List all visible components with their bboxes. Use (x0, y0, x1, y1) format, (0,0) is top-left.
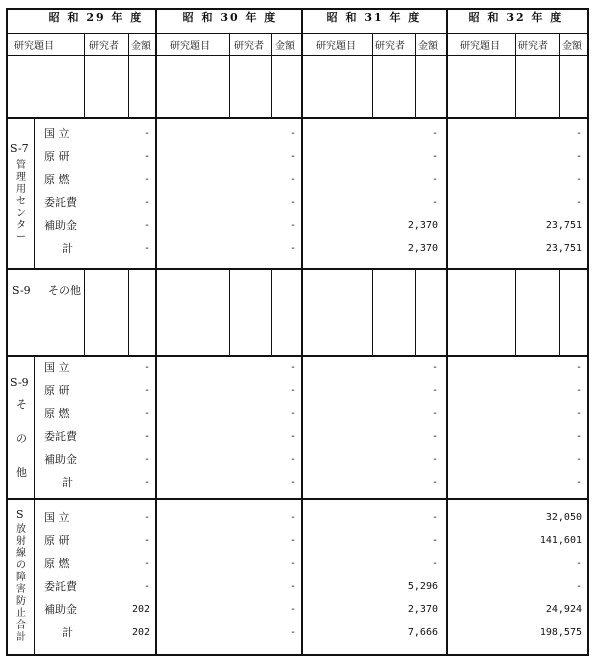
amount-cell-y31: - (431, 512, 438, 523)
amount-cell-y31: - (431, 362, 438, 373)
grid-line-v (515, 268, 516, 355)
grid-line-v (271, 268, 272, 355)
amount-cell-y29: - (143, 535, 150, 546)
col-title-29: 研究題目 (14, 41, 54, 52)
amount-cell-y30: - (289, 431, 296, 442)
col-amount-29: 金額 (131, 41, 151, 52)
amount-cell-y32: - (575, 128, 582, 139)
row-label: 計 (62, 242, 73, 255)
grid-line-h (6, 654, 587, 656)
amount-cell-y31: 2,370 (407, 604, 438, 615)
grid-line-v (301, 8, 303, 654)
amount-cell-y29: - (143, 385, 150, 396)
stotal-vertical-label: 放射線の障害防止合計 (16, 524, 26, 643)
amount-cell-y30: - (289, 627, 296, 638)
amount-cell-y32: - (575, 197, 582, 208)
grid-line-v (559, 33, 560, 117)
amount-cell-y32: 24,924 (545, 604, 582, 615)
row-label: 補助金 (44, 453, 77, 466)
amount-cell-y32: - (575, 174, 582, 185)
amount-cell-y32: - (575, 581, 582, 592)
grid-line-h (6, 33, 587, 34)
row-label: 国 立 (44, 511, 70, 524)
s7-code: S-7 (10, 142, 29, 155)
grid-line-h (6, 117, 587, 119)
amount-cell-y30: - (289, 174, 296, 185)
row-label: 補助金 (44, 219, 77, 232)
amount-cell-y31: - (431, 477, 438, 488)
amount-cell-y30: - (289, 454, 296, 465)
col-title-31: 研究題目 (316, 41, 356, 52)
grid-line-v (415, 268, 416, 355)
grid-line-v (34, 355, 35, 654)
grid-line-v (415, 33, 416, 117)
row-label: 計 (62, 626, 73, 639)
amount-cell-y30: - (289, 477, 296, 488)
amount-cell-y32: - (575, 362, 582, 373)
amount-cell-y31: 2,370 (407, 220, 438, 231)
grid-line-v (229, 33, 230, 117)
amount-cell-y32: 141,601 (539, 535, 582, 546)
grid-line-v (446, 8, 448, 654)
amount-cell-y32: - (575, 385, 582, 396)
amount-cell-y32: - (575, 431, 582, 442)
col-amount-32: 金額 (562, 41, 582, 52)
row-label: 委託費 (44, 580, 77, 593)
amount-cell-y29: - (143, 197, 150, 208)
row-label: 原 研 (44, 534, 70, 547)
amount-cell-y30: - (289, 581, 296, 592)
row-label: 原 燃 (44, 407, 70, 420)
s9b-code: S-9 (10, 376, 29, 389)
s9a-label: その他 (48, 284, 81, 297)
amount-cell-y32: - (575, 151, 582, 162)
amount-cell-y31: 7,666 (407, 627, 438, 638)
row-label: 原 燃 (44, 173, 70, 186)
amount-cell-y29: - (143, 454, 150, 465)
grid-line-v (84, 268, 85, 355)
grid-line-v (372, 268, 373, 355)
amount-cell-y30: - (289, 128, 296, 139)
row-label: 原 研 (44, 150, 70, 163)
amount-cell-y29: - (143, 362, 150, 373)
grid-line-h (6, 268, 587, 270)
row-label: 国 立 (44, 361, 70, 374)
amount-cell-y32: - (575, 477, 582, 488)
col-researcher-31: 研究者 (375, 41, 405, 52)
amount-cell-y32: 23,751 (545, 243, 582, 254)
col-amount-31: 金額 (418, 41, 438, 52)
amount-cell-y30: - (289, 197, 296, 208)
col-researcher-32: 研究者 (518, 41, 548, 52)
amount-cell-y31: - (431, 535, 438, 546)
amount-cell-y31: 2,370 (407, 243, 438, 254)
amount-cell-y31: - (431, 151, 438, 162)
grid-line-v (128, 268, 129, 355)
s9b-vert-0: そ (16, 398, 27, 411)
grid-line-v (515, 33, 516, 117)
amount-cell-y31: - (431, 197, 438, 208)
amount-cell-y31: - (431, 408, 438, 419)
s7-vertical-label: 管理用センター (16, 160, 26, 243)
row-label: 原 燃 (44, 557, 70, 570)
row-label: 委託費 (44, 430, 77, 443)
amount-cell-y29: - (143, 512, 150, 523)
amount-cell-y29: - (143, 581, 150, 592)
col-researcher-29: 研究者 (89, 41, 119, 52)
amount-cell-y30: - (289, 385, 296, 396)
row-label: 国 立 (44, 127, 70, 140)
amount-cell-y31: - (431, 454, 438, 465)
amount-cell-y31: - (431, 558, 438, 569)
amount-cell-y30: - (289, 243, 296, 254)
amount-cell-y31: 5,296 (407, 581, 438, 592)
row-label: 計 (62, 476, 73, 489)
amount-cell-y29: - (143, 558, 150, 569)
amount-cell-y31: - (431, 385, 438, 396)
grid-line-v (559, 268, 560, 355)
grid-line-v (128, 33, 129, 117)
grid-line-v (271, 33, 272, 117)
amount-cell-y29: - (143, 220, 150, 231)
grid-line-h (6, 55, 587, 56)
amount-cell-y31: - (431, 174, 438, 185)
col-title-32: 研究題目 (460, 41, 500, 52)
amount-cell-y30: - (289, 535, 296, 546)
grid-line-v (6, 8, 8, 654)
amount-cell-y32: 198,575 (539, 627, 582, 638)
grid-line-v (587, 8, 589, 656)
col-title-30: 研究題目 (170, 41, 210, 52)
grid-line-h (6, 8, 587, 10)
year-header-30: 昭 和 30 年 度 (182, 11, 278, 24)
s9b-vert-2: 他 (16, 466, 27, 479)
grid-line-v (155, 8, 157, 654)
grid-line-h (6, 498, 587, 500)
amount-cell-y29: - (143, 174, 150, 185)
col-researcher-30: 研究者 (234, 41, 264, 52)
grid-line-v (84, 33, 85, 117)
row-label: 補助金 (44, 603, 77, 616)
amount-cell-y30: - (289, 220, 296, 231)
amount-cell-y31: - (431, 128, 438, 139)
grid-line-v (372, 33, 373, 117)
year-header-31: 昭 和 31 年 度 (326, 11, 422, 24)
amount-cell-y32: - (575, 558, 582, 569)
amount-cell-y29: 202 (131, 627, 150, 638)
col-amount-30: 金額 (275, 41, 295, 52)
amount-cell-y29: 202 (131, 604, 150, 615)
amount-cell-y30: - (289, 362, 296, 373)
amount-cell-y29: - (143, 408, 150, 419)
grid-line-h (6, 355, 587, 357)
amount-cell-y32: 23,751 (545, 220, 582, 231)
amount-cell-y30: - (289, 512, 296, 523)
stotal-code: S (16, 508, 24, 521)
amount-cell-y29: - (143, 431, 150, 442)
amount-cell-y30: - (289, 558, 296, 569)
amount-cell-y32: 32,050 (545, 512, 582, 523)
year-header-32: 昭 和 32 年 度 (468, 11, 564, 24)
amount-cell-y29: - (143, 151, 150, 162)
grid-line-v (34, 117, 35, 268)
amount-cell-y29: - (143, 477, 150, 488)
amount-cell-y29: - (143, 243, 150, 254)
grid-line-v (229, 268, 230, 355)
row-label: 原 研 (44, 384, 70, 397)
amount-cell-y32: - (575, 454, 582, 465)
amount-cell-y30: - (289, 408, 296, 419)
amount-cell-y29: - (143, 128, 150, 139)
year-header-29: 昭 和 29 年 度 (48, 11, 144, 24)
s9b-vert-1: の (16, 432, 27, 445)
row-label: 委託費 (44, 196, 77, 209)
amount-cell-y30: - (289, 604, 296, 615)
amount-cell-y31: - (431, 431, 438, 442)
s9a-code: S-9 (12, 284, 31, 297)
amount-cell-y32: - (575, 408, 582, 419)
amount-cell-y30: - (289, 151, 296, 162)
